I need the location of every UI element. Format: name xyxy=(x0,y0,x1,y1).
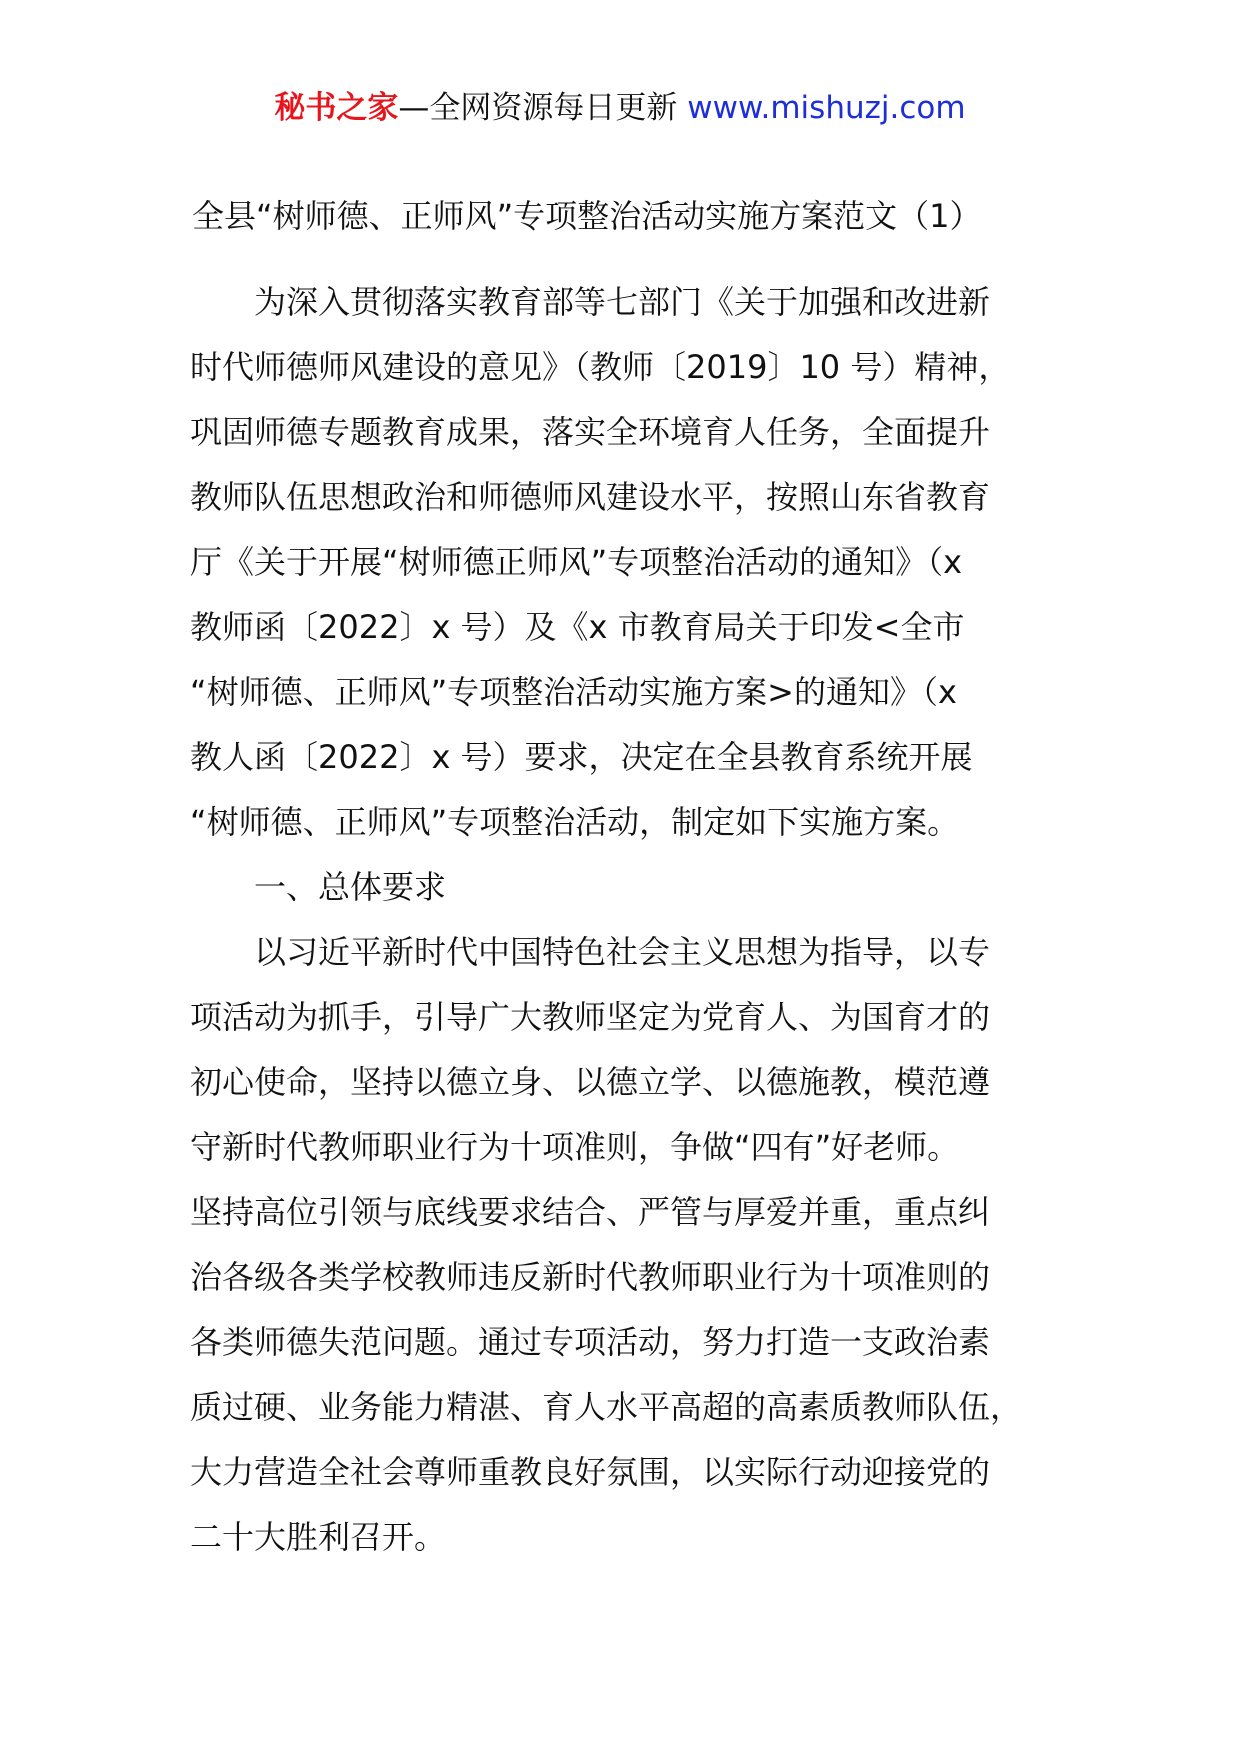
body-line: 大力营造全社会尊师重教良好氛围，以实际行动迎接党的 xyxy=(190,1453,991,1491)
site-url-link[interactable]: www.mishuzj.com xyxy=(687,90,966,126)
body-line: 巩固师德专题教育成果，落实全环境育人任务，全面提升 xyxy=(190,413,991,451)
body-line: “树师德、正师风”专项整治活动，制定如下实施方案。 xyxy=(190,803,960,841)
body-line: 以习近平新时代中国特色社会主义思想为指导，以专 xyxy=(190,933,991,971)
body-line: 时代师德师风建设的意见》（教师〔2019〕10 号）精神， xyxy=(190,348,1011,386)
body-line: 为深入贯彻落实教育部等七部门《关于加强和改进新 xyxy=(190,283,991,321)
header-slogan: —全网资源每日更新 xyxy=(398,90,688,126)
body-line: 坚持高位引领与底线要求结合、严管与厚爱并重，重点纠 xyxy=(190,1193,991,1231)
brand-name: 秘书之家 xyxy=(274,90,399,126)
body-line: 质过硬、业务能力精湛、育人水平高超的高素质教师队伍， xyxy=(190,1388,1023,1426)
body-line: 教师函〔2022〕x 号）及《x 市教育局关于印发<全市 xyxy=(190,608,965,646)
body-line: 守新时代教师职业行为十项准则，争做“四有”好老师。 xyxy=(190,1128,960,1166)
body-line: 各类师德失范问题。通过专项活动，努力打造一支政治素 xyxy=(190,1323,991,1361)
body-line: “树师德、正师风”专项整治活动实施方案>的通知》（x xyxy=(190,673,957,711)
document-title: 全县“树师德、正师风”专项整治活动实施方案范文（1） xyxy=(192,197,982,235)
document-body xyxy=(190,270,1070,1570)
body-line: 二十大胜利召开。 xyxy=(190,1518,447,1556)
site-header xyxy=(0,88,1240,128)
body-line: 教人函〔2022〕x 号）要求，决定在全县教育系统开展 xyxy=(190,738,973,776)
body-line: 厅《关于开展“树师德正师风”专项整治活动的通知》（x xyxy=(190,543,963,581)
body-line: 教师队伍思想政治和师德师风建设水平，按照山东省教育 xyxy=(190,478,991,516)
body-line: 项活动为抓手，引导广大教师坚定为党育人、为国育才的 xyxy=(190,998,991,1036)
section-heading: 一、总体要求 xyxy=(190,868,447,906)
body-line: 治各级各类学校教师违反新时代教师职业行为十项准则的 xyxy=(190,1258,991,1296)
body-line: 初心使命，坚持以德立身、以德立学、以德施教，模范遵 xyxy=(190,1063,991,1101)
